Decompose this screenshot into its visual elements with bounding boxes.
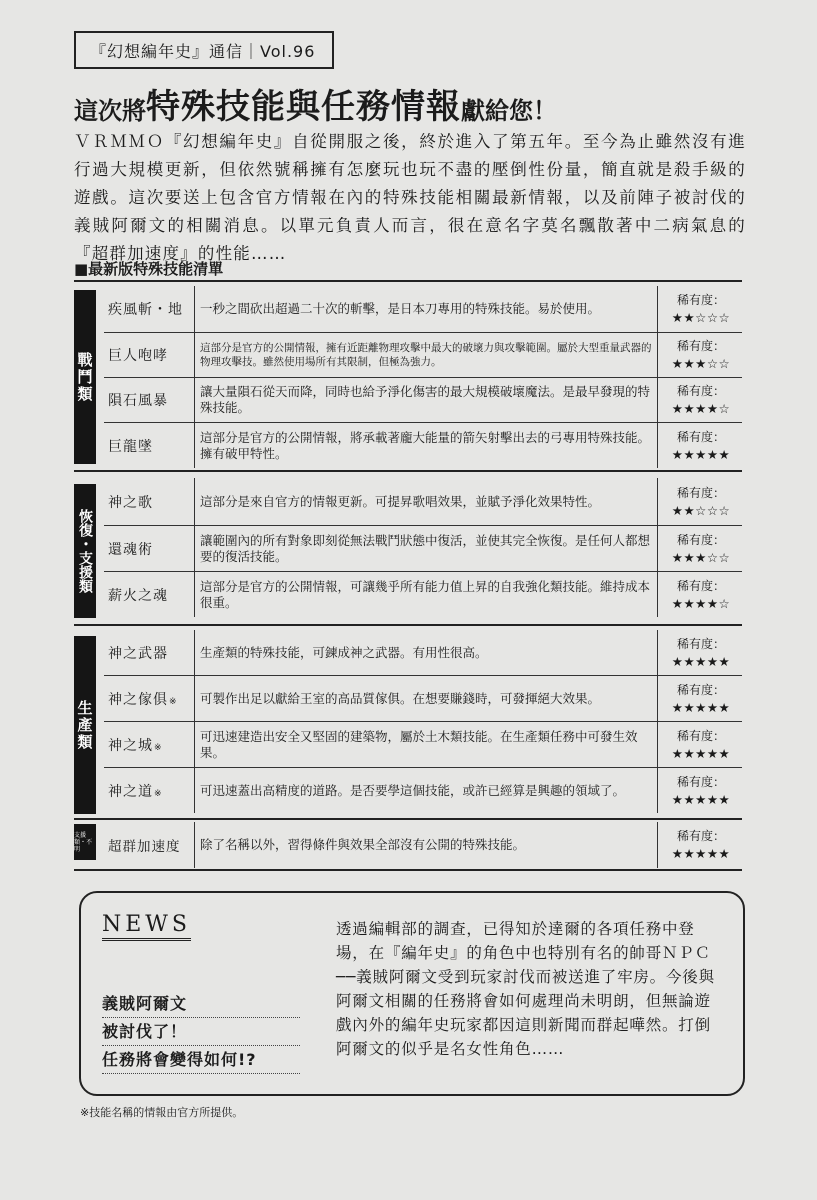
skill-name: 還魂術	[104, 526, 195, 571]
skill-row	[104, 286, 742, 332]
news-box	[79, 891, 745, 1096]
rarity-stars: ★★★☆☆	[671, 549, 731, 565]
skill-name: 薪火之魂	[104, 572, 195, 617]
divider	[74, 470, 742, 472]
rarity-stars: ★★★★☆	[671, 595, 731, 611]
skill-row	[104, 822, 742, 868]
skill-row	[104, 525, 742, 571]
category-label: 恢復・支援類	[74, 484, 96, 618]
category-label: 戰鬥類	[74, 290, 96, 464]
rarity: 稀有度： ★★★☆☆	[671, 339, 731, 371]
skill-name: 神之武器	[104, 630, 195, 675]
news-title: NEWS	[102, 912, 191, 941]
skill-group-unknown	[74, 822, 742, 868]
skill-name: 神之道 ※	[104, 768, 195, 813]
skill-group-combat	[74, 282, 742, 468]
rarity: 稀有度： ★★★★★	[671, 774, 731, 807]
skill-name: 神之傢俱 ※	[104, 676, 195, 721]
divider	[74, 624, 742, 626]
news-body: 透過編輯部的調查，已得知於達爾的各項任務中登場，在『編年史』的角色中也特別有名的帥哥ＮＰＣ──義賊阿爾文受到玩家討伐而被送進了牢房。今後與阿爾文相關的任務將會如何處理尚未明朗，但無論遊戲內外的編年史玩家都因這則新聞而群起嘩然。打倒阿爾文的似乎是名女性角色……	[336, 920, 715, 1058]
headline-prefix: 這次將	[74, 97, 146, 125]
skill-row	[104, 675, 742, 721]
rarity-stars: ★★★★★	[671, 745, 731, 761]
skill-row	[104, 571, 742, 617]
skill-name: 疾風斬・地	[104, 286, 195, 332]
news-headline-1: 義賊阿爾文	[102, 991, 300, 1018]
skill-description: 這部分是官方的公開情報，可讓幾乎所有能力值上昇的自我強化類技能。維持成本很重。	[196, 572, 658, 617]
skill-name: 隕石風暴	[104, 378, 195, 422]
footnote: ※技能名稱的情報由官方所提供。	[80, 1106, 244, 1119]
headline-emphasis: 特殊技能與任務情報	[146, 87, 461, 127]
skill-description: 這部分是官方的公開情報，將承載著龐大能量的箭矢射擊出去的弓專用特殊技能。擁有破甲特性。	[196, 423, 658, 468]
skill-name: 巨人咆哮	[104, 333, 195, 377]
rarity-stars: ★★☆☆☆	[671, 502, 731, 518]
divider	[74, 869, 742, 871]
headline-suffix: 獻給您！	[461, 97, 557, 125]
headline	[74, 82, 754, 128]
skill-description: 讓範圍內的所有對象即刻從無法戰鬥狀態中復活，並使其完全恢復。是任何人都想要的復活技能。	[196, 526, 658, 571]
rarity: 稀有度： ★★★☆☆	[671, 532, 731, 565]
skill-description: 可迅速建造出安全又堅固的建築物，屬於土木類技能。在生產類任務中可發生效果。	[196, 722, 658, 767]
skill-row	[104, 377, 742, 422]
skill-row	[104, 767, 742, 813]
rarity-stars: ★★★★★	[671, 446, 731, 462]
skill-group-support	[74, 476, 742, 622]
category-label-unknown: 支援類・不明	[74, 824, 96, 860]
rarity: 稀有度： ★★★★☆	[671, 578, 731, 611]
rarity-stars: ★★★★★	[671, 791, 731, 807]
skill-description: 生產類的特殊技能，可鍊成神之武器。有用性很高。	[196, 630, 658, 675]
category-label: 生產類	[74, 636, 96, 814]
skill-description: 這部分是來自官方的情報更新。可提昇歌唱效果，並賦予淨化效果特性。	[196, 478, 658, 525]
rarity: 稀有度： ★★☆☆☆	[671, 293, 731, 325]
skill-row	[104, 630, 742, 675]
skill-description: 一秒之間砍出超過二十次的斬擊，是日本刀專用的特殊技能。易於使用。	[196, 286, 658, 332]
news-headline-2: 被討伐了！	[102, 1019, 300, 1046]
rarity: 稀有度： ★★★★★	[671, 728, 731, 761]
intro-paragraph: ＶＲＭＭＯ『幻想編年史』自從開服之後，終於進入了第五年。至今為止雖然沒有進行過大規模更新，但依然號稱擁有怎麼玩也玩不盡的壓倒性份量，簡直就是殺手級的遊戲。這次要送上包含官方情報在內的特殊技能相關最新情報，以及前陣子被討伐的義賊阿爾文的相關消息。以單元負責人而言，很在意名字莫名飄散著中二病氣息的『超群加速度』的性能……	[74, 132, 746, 263]
skill-row	[104, 332, 742, 377]
skill-description: 可製作出足以獻給王室的高品質傢俱。在想要賺錢時，可發揮絕大效果。	[196, 676, 658, 721]
issue-tag: 『幻想編年史』通信｜Vol.96	[74, 31, 334, 69]
skill-group-production	[74, 628, 742, 816]
rarity: 稀有度： ★★★★★	[671, 682, 731, 715]
rarity-stars: ★★★★★	[671, 699, 731, 715]
skill-row	[104, 478, 742, 525]
skill-name: 超群加速度	[104, 822, 195, 868]
rarity: 稀有度： ★★★★☆	[671, 384, 731, 416]
skill-list-title: ■最新版特殊技能清單	[74, 260, 224, 278]
news-headline-3: 任務將會變得如何!?	[102, 1047, 300, 1074]
skill-description: 除了名稱以外，習得條件與效果全部沒有公開的特殊技能。	[196, 822, 658, 868]
skill-description: 可迅速蓋出高精度的道路。是否要學這個技能，或許已經算是興趣的領域了。	[196, 768, 658, 813]
rarity: 稀有度： ★★☆☆☆	[671, 485, 731, 518]
skill-name: 神之歌	[104, 478, 195, 525]
divider	[74, 818, 742, 820]
skill-row	[104, 721, 742, 767]
skill-description: 讓大量隕石從天而降，同時也給予淨化傷害的最大規模破壞魔法。是最早發現的特殊技能。	[196, 378, 658, 422]
rarity: 稀有度： ★★★★★	[671, 829, 731, 861]
rarity-stars: ★★☆☆☆	[671, 310, 731, 325]
rarity-stars: ★★★★★	[671, 846, 731, 861]
skill-description: 這部分是官方的公開情報，擁有近距離物理攻擊中最大的破壞力與攻擊範圍。屬於大型重量武器的物理攻擊技。雖然使用場所有其限制，但極為強力。	[196, 333, 658, 377]
skill-row	[104, 422, 742, 468]
rarity: 稀有度： ★★★★★	[671, 636, 731, 669]
skill-name: 神之城 ※	[104, 722, 195, 767]
rarity-stars: ★★★★★	[671, 653, 731, 669]
rarity-stars: ★★★☆☆	[671, 356, 731, 371]
rarity: 稀有度： ★★★★★	[671, 429, 731, 462]
skill-name: 巨龍墜	[104, 423, 195, 468]
rarity-stars: ★★★★☆	[671, 401, 731, 416]
